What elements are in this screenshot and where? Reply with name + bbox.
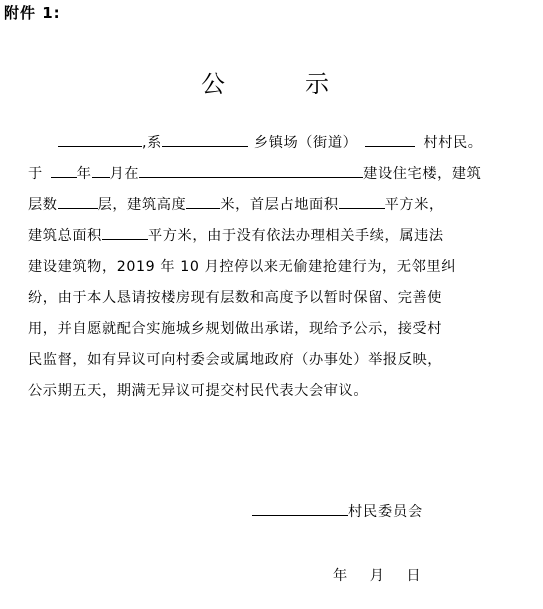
signature-blank: [252, 500, 348, 516]
text-segment: ,系: [142, 135, 162, 151]
location-blank: [139, 162, 363, 178]
text-segment: 月在: [109, 166, 140, 182]
text-segment: 村村民。: [423, 135, 483, 151]
body-line-9: 公示期五天，期满无异议可提交村民代表大会审议。: [28, 383, 369, 399]
text-segment: 层数: [28, 197, 58, 213]
body-line-8: 民监督，如有异议可向村委会或属地政府（办事处）举报反映，: [28, 352, 443, 368]
text-segment: 米，首层占地面积: [220, 197, 339, 213]
text-segment: 于: [28, 166, 43, 182]
height-blank: [186, 193, 220, 209]
notice-body: [28, 128, 520, 407]
date-line: 年 月 日: [333, 568, 421, 584]
signature-org: 村民委员会: [348, 504, 423, 520]
text-segment: 层，建筑高度: [97, 197, 187, 213]
township-blank: [162, 131, 248, 147]
year-blank: [51, 162, 77, 178]
floors-blank: [58, 193, 98, 209]
text-segment: 建设住宅楼，建筑: [363, 166, 482, 182]
name-blank: [58, 131, 142, 147]
body-line-6: 纷，由于本人恳请按楼房现有层数和高度予以暂时保留、完善使: [28, 290, 443, 306]
month-blank: [92, 162, 110, 178]
text-segment: 平方米，: [384, 197, 444, 213]
text-segment: 年: [76, 166, 92, 182]
ground-area-blank: [339, 193, 385, 209]
body-line-2: [28, 159, 520, 190]
body-line-5: 建设建筑物，2019 年 10 月控停以来无偷建抢建行为，无邻里纠: [28, 259, 456, 275]
body-line-7: 用，并自愿就配合实施城乡规划做出承诺，现给予公示，接受村: [28, 321, 443, 337]
body-line-3: [28, 190, 520, 221]
text-segment: 平方米，由于没有依法办理相关手续，属违法: [147, 228, 444, 244]
signature-line: [252, 500, 423, 521]
village-blank: [365, 131, 415, 147]
body-line-1: [28, 128, 520, 159]
text-segment: 乡镇场（街道）: [253, 135, 358, 151]
title-char-1: 公: [201, 70, 225, 98]
attachment-label: 附件 1:: [4, 4, 61, 22]
body-line-4: [28, 221, 520, 252]
title-char-2: 示: [305, 70, 329, 98]
text-segment: 建筑总面积: [28, 228, 102, 244]
total-area-blank: [102, 224, 148, 240]
